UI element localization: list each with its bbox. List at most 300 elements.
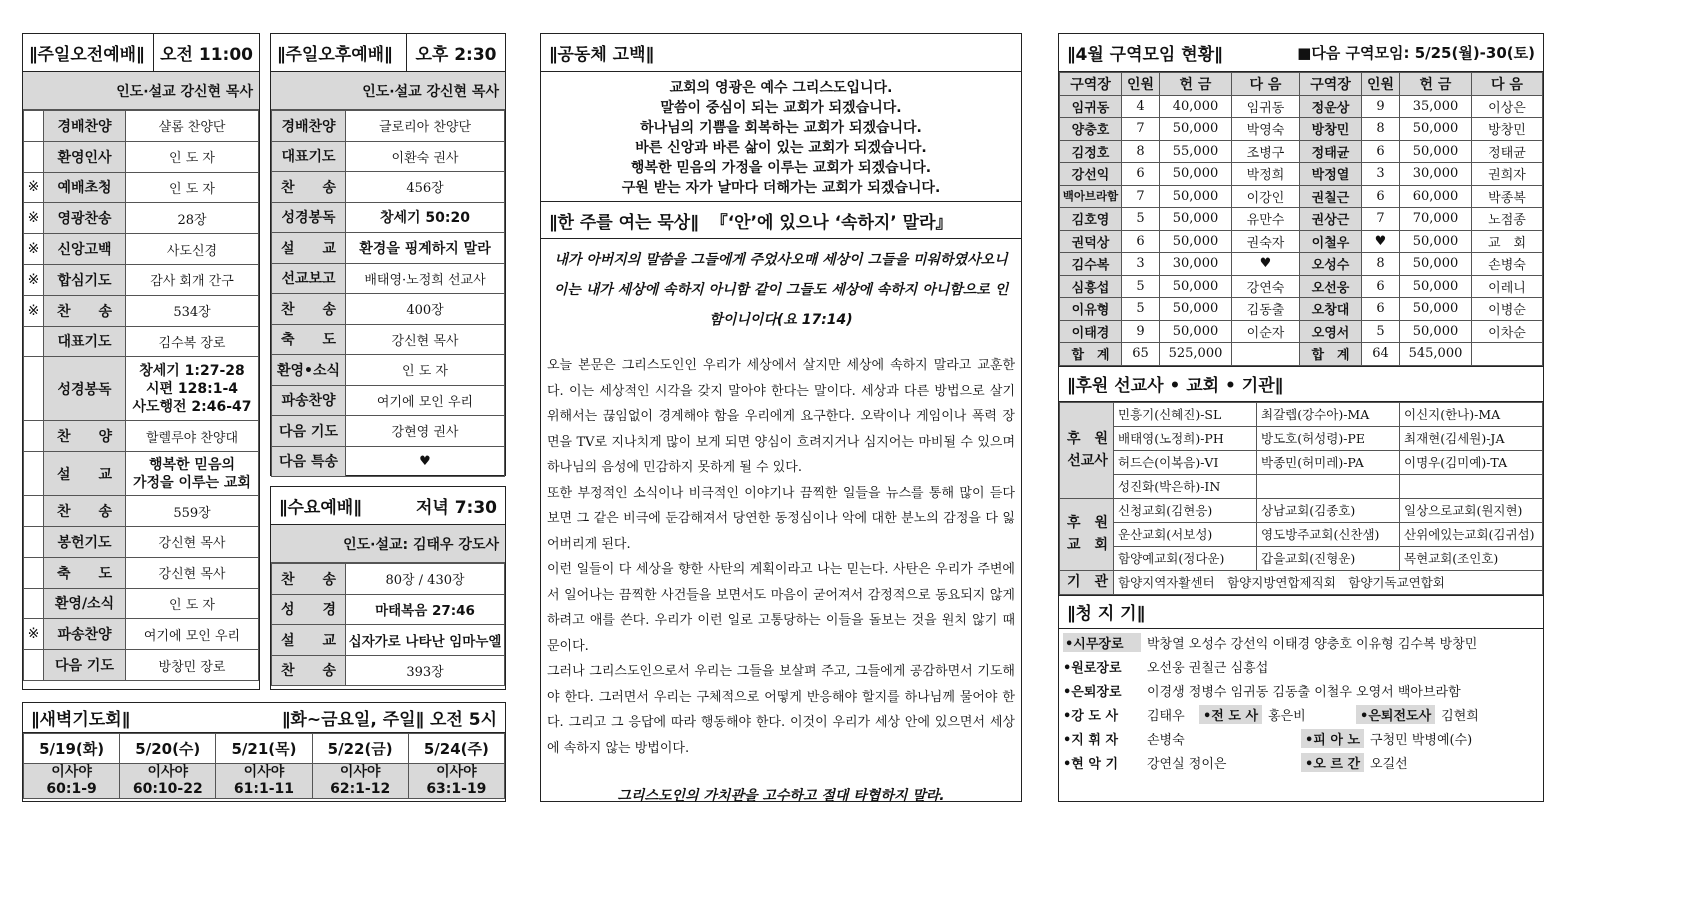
missionary-name: 성진화(박은하)-IN bbox=[1114, 474, 1257, 498]
morning-row-value: 강신현 목사 bbox=[126, 557, 259, 588]
afternoon-order-table bbox=[271, 110, 505, 477]
morning-row bbox=[24, 357, 259, 421]
morning-row-value: 창세기 1:27-28 시편 128:1-4 사도행전 2:46-47 bbox=[126, 357, 259, 421]
confession-body bbox=[541, 72, 1021, 201]
meditation-subtitle: 『‘안’에 있으나 ‘속하지’ 말라』 bbox=[710, 212, 953, 233]
group-cell: 50,000 bbox=[1160, 163, 1232, 186]
morning-row bbox=[24, 141, 259, 172]
groups-total-cell: 525,000 bbox=[1160, 343, 1232, 366]
dawn-ref-book: 이사야 bbox=[339, 764, 381, 780]
meditation-closing: 그리스도인의 가치관을 고수하고 절대 타협하지 말라. bbox=[617, 788, 945, 804]
morning-row-label: 찬 송 bbox=[44, 496, 126, 527]
group-cell: 7 bbox=[1362, 208, 1400, 231]
group-cell: 50,000 bbox=[1160, 320, 1232, 343]
groups-total-cell bbox=[1472, 343, 1543, 366]
confession-line: 행복한 믿음의 가정을 이루는 교회가 되겠습니다. bbox=[630, 160, 932, 176]
groups-row bbox=[1060, 95, 1543, 118]
morning-row bbox=[24, 295, 259, 326]
afternoon-row-value: 인 도 자 bbox=[346, 355, 505, 386]
morning-row-value: 인 도 자 bbox=[126, 172, 259, 203]
wednesday-row-label: 성 경 bbox=[272, 594, 346, 625]
afternoon-row-value: 글로리아 찬양단 bbox=[346, 111, 505, 142]
group-cell: 30,000 bbox=[1400, 163, 1472, 186]
wednesday-order-table bbox=[271, 563, 505, 686]
morning-row-mark bbox=[24, 526, 44, 557]
morning-row-label: 찬 양 bbox=[44, 421, 126, 452]
missionary-name: 이신지(한나)-MA bbox=[1400, 402, 1543, 426]
afternoon-row bbox=[272, 355, 505, 386]
piano-label: •피 아 노 bbox=[1301, 729, 1364, 748]
group-cell: 교 회 bbox=[1472, 230, 1543, 253]
morning-row-value: 할렐루야 찬양대 bbox=[126, 421, 259, 452]
afternoon-row-label: 축 도 bbox=[272, 324, 346, 355]
morning-row-label: 다음 기도 bbox=[44, 650, 126, 681]
dawn-header bbox=[23, 703, 505, 733]
dawn-prayer-panel bbox=[22, 702, 506, 802]
group-cell: 이병순 bbox=[1472, 298, 1543, 321]
dawn-ref bbox=[312, 764, 408, 799]
morning-row-value: 559장 bbox=[126, 496, 259, 527]
afternoon-row-value: 456장 bbox=[346, 172, 505, 203]
church-name: 영도방주교회(신찬샘) bbox=[1257, 522, 1400, 546]
missionary-name: 방도호(허성령)-PE bbox=[1257, 426, 1400, 450]
dawn-date: 5/22(금) bbox=[312, 734, 408, 764]
morning-row-mark bbox=[24, 111, 44, 142]
group-cell: 노점종 bbox=[1472, 208, 1543, 231]
church-name: 함양예교회(정다운) bbox=[1114, 546, 1257, 570]
afternoon-title: ∥주일오후예배∥ bbox=[271, 34, 407, 71]
wednesday-row bbox=[272, 594, 505, 625]
morning-time: 오전 11:00 bbox=[160, 45, 253, 65]
afternoon-row bbox=[272, 111, 505, 142]
group-leader: 권덕상 bbox=[1060, 230, 1122, 253]
group-leader: 정운상 bbox=[1300, 95, 1362, 118]
groups-row bbox=[1060, 275, 1543, 298]
group-cell: 50,000 bbox=[1400, 298, 1472, 321]
honor-elders-label: •은퇴장로 bbox=[1063, 685, 1122, 700]
missionary-name: 민흥기(신혜진)-SL bbox=[1114, 402, 1257, 426]
confession-line: 말씀이 중심이 되는 교회가 되겠습니다. bbox=[660, 100, 902, 116]
morning-row-value: 감사 회개 간구 bbox=[126, 264, 259, 295]
dawn-ref bbox=[120, 764, 216, 799]
church-name: 운산교회(서보성) bbox=[1114, 522, 1257, 546]
meditation-paragraph: 이런 일들이 다 세상을 향한 사탄의 계획이라고 나는 믿는다. 사탄은 우리가 주변에서 일어나는 끔찍한 사건들을 보면서도 마음이 굳어져서 감정적으로 동요되지 않게 하려고 애를 쓴다. 우리가 이런 일로 고통당하는 이들을 돌보는 것을 원치 않기 때문이다. bbox=[547, 562, 1015, 654]
morning-row-mark bbox=[24, 650, 44, 681]
morning-header bbox=[23, 34, 259, 72]
missionary-row bbox=[1060, 450, 1543, 474]
confession-line: 바른 신앙과 바른 삶이 있는 교회가 되겠습니다. bbox=[635, 140, 927, 156]
dawn-ref bbox=[24, 764, 120, 799]
org-row bbox=[1060, 570, 1543, 594]
morning-row-label: 환영인사 bbox=[44, 141, 126, 172]
group-cell: 50,000 bbox=[1400, 118, 1472, 141]
group-cell: 정태균 bbox=[1472, 140, 1543, 163]
group-cell: 30,000 bbox=[1160, 253, 1232, 276]
group-cell: 7 bbox=[1122, 118, 1160, 141]
groups-header-cell: 인원 bbox=[1362, 73, 1400, 96]
morning-row-mark bbox=[24, 141, 44, 172]
church-name: 산위에있는교회(김귀섬) bbox=[1400, 522, 1543, 546]
group-cell: 50,000 bbox=[1160, 298, 1232, 321]
morning-row bbox=[24, 326, 259, 357]
afternoon-row-value: 이환숙 권사 bbox=[346, 141, 505, 172]
morning-row bbox=[24, 421, 259, 452]
afternoon-row-value: 여기에 모인 우리 bbox=[346, 385, 505, 416]
morning-row-label: 경배찬양 bbox=[44, 111, 126, 142]
groups-row bbox=[1060, 320, 1543, 343]
officers-title: ∥청 지 기∥ bbox=[1067, 604, 1146, 624]
groups-next: ■다음 구역모임: 5/25(월)-30(토) bbox=[1297, 44, 1535, 62]
afternoon-row-label: 환영•소식 bbox=[272, 355, 346, 386]
morning-row-value: 여기에 모인 우리 bbox=[126, 619, 259, 650]
group-cell: 강연숙 bbox=[1232, 275, 1300, 298]
group-cell: 3 bbox=[1122, 253, 1160, 276]
groups-row bbox=[1060, 208, 1543, 231]
morning-row bbox=[24, 452, 259, 496]
preacher-label: •전 도 사 bbox=[1199, 705, 1262, 724]
honor-elders-list: 이경생 정병수 임귀동 김동출 이철우 오영서 백아브라함 bbox=[1147, 685, 1461, 700]
group-cell: 박정희 bbox=[1232, 163, 1300, 186]
group-cell: 50,000 bbox=[1160, 118, 1232, 141]
groups-total-row bbox=[1060, 343, 1543, 366]
group-cell: 6 bbox=[1362, 140, 1400, 163]
morning-row-label: 신앙고백 bbox=[44, 234, 126, 265]
morning-row-mark: ※ bbox=[24, 203, 44, 234]
org-label: 기 관 bbox=[1060, 570, 1114, 594]
meditation-paragraph: 또한 부정적인 소식이나 비극적인 이야기나 끔찍한 일들을 뉴스를 통해 많이 듣다 보면 그 같은 비극에 둔감해져서 당연한 동정심이나 악에 대한 분노의 감정을 다 잃어버리게 된다. bbox=[547, 485, 1015, 552]
group-cell: 7 bbox=[1122, 185, 1160, 208]
evangelist-name: 김태우 bbox=[1147, 709, 1185, 724]
wednesday-row-label: 찬 송 bbox=[272, 655, 346, 686]
morning-row-label: 합심기도 bbox=[44, 264, 126, 295]
right-panel bbox=[1058, 33, 1544, 802]
group-cell: 이상은 bbox=[1472, 95, 1543, 118]
afternoon-row-value: 창세기 50:20 bbox=[346, 202, 505, 233]
missionary-name: 배태영(노정희)-PH bbox=[1114, 426, 1257, 450]
morning-row-mark bbox=[24, 421, 44, 452]
meditation-title: ∥한 주를 여는 묵상∥ bbox=[549, 212, 699, 233]
groups-header bbox=[1059, 34, 1543, 72]
morning-row-value: 행복한 믿음의 가정을 이루는 교회 bbox=[126, 452, 259, 496]
group-cell: 권희자 bbox=[1472, 163, 1543, 186]
group-cell: 50,000 bbox=[1160, 230, 1232, 253]
dawn-ref-book: 이사야 bbox=[243, 764, 285, 780]
missionary-row bbox=[1060, 402, 1543, 426]
group-leader: 백아브라함 bbox=[1060, 185, 1122, 208]
group-cell: 40,000 bbox=[1160, 95, 1232, 118]
morning-row bbox=[24, 234, 259, 265]
missionary-row bbox=[1060, 474, 1543, 498]
group-cell: 이강인 bbox=[1232, 185, 1300, 208]
group-cell: 이레니 bbox=[1472, 275, 1543, 298]
confession-header bbox=[541, 34, 1021, 72]
group-leader: 박정열 bbox=[1300, 163, 1362, 186]
group-cell: 3 bbox=[1362, 163, 1400, 186]
morning-row-label: 영광찬송 bbox=[44, 203, 126, 234]
dawn-ref-verse: 62:1-12 bbox=[330, 781, 391, 797]
group-cell: 9 bbox=[1122, 320, 1160, 343]
group-cell: 이순자 bbox=[1232, 320, 1300, 343]
dawn-date: 5/19(화) bbox=[24, 734, 120, 764]
missionary-name: 박종민(허미레)-PA bbox=[1257, 450, 1400, 474]
wednesday-row bbox=[272, 625, 505, 656]
afternoon-row-label: 선교보고 bbox=[272, 263, 346, 294]
retired-preacher-name: 김현희 bbox=[1441, 709, 1479, 724]
groups-total-label: 합 계 bbox=[1300, 343, 1362, 366]
group-leader: 권상근 bbox=[1300, 208, 1362, 231]
confession-line: 하나님의 기쁨을 회복하는 교회가 되겠습니다. bbox=[640, 120, 922, 136]
meditation-paragraph: 오늘 본문은 그리스도인인 우리가 세상에서 살지만 세상에 속하지 말라고 교훈한다. 이는 세상적인 시각을 갖지 말아야 한다는 말이다. 세상과 다른 방법으로 살기 위해서는 끊임없이 경계해야 함을 우리에게 요구한다. 오락이나 게임이나 폭력 장면을 TV로 지나치게 많이 보게 되면 양심이 흐려지거나 심지어는 마비될 수 있으며 하나님의 음성에 민감하지 못하게 될 수 있다. bbox=[547, 358, 1015, 475]
afternoon-row-label: 설 교 bbox=[272, 233, 346, 264]
missionary-name: 최재현(김세원)-JA bbox=[1400, 426, 1543, 450]
group-cell: 조병구 bbox=[1232, 140, 1300, 163]
groups-total-label: 합 계 bbox=[1060, 343, 1122, 366]
morning-row-label: 축 도 bbox=[44, 557, 126, 588]
group-leader: 오창대 bbox=[1300, 298, 1362, 321]
group-cell: 5 bbox=[1122, 208, 1160, 231]
morning-row-mark: ※ bbox=[24, 619, 44, 650]
groups-row bbox=[1060, 185, 1543, 208]
group-cell: 8 bbox=[1362, 253, 1400, 276]
church-row bbox=[1060, 522, 1543, 546]
afternoon-row-label: 경배찬양 bbox=[272, 111, 346, 142]
officers-header bbox=[1059, 595, 1543, 629]
dawn-ref bbox=[216, 764, 312, 799]
group-cell: ♥ bbox=[1362, 230, 1400, 253]
org-names: 함양지역자활센터 함양지방연합제직회 함양기독교연합회 bbox=[1114, 570, 1543, 594]
morning-row-mark bbox=[24, 496, 44, 527]
group-cell: 8 bbox=[1122, 140, 1160, 163]
group-cell: 50,000 bbox=[1400, 253, 1472, 276]
missionary-name: 허드슨(이복음)-VI bbox=[1114, 450, 1257, 474]
support-title: ∥후원 선교사 • 교회 • 기관∥ bbox=[1067, 376, 1284, 396]
group-cell: 60,000 bbox=[1400, 185, 1472, 208]
wednesday-leader: 인도·설교: 김태우 강도사 bbox=[271, 525, 505, 563]
morning-row bbox=[24, 588, 259, 619]
morning-row-mark: ※ bbox=[24, 264, 44, 295]
groups-header-cell: 헌 금 bbox=[1160, 73, 1232, 96]
group-cell: 50,000 bbox=[1400, 320, 1472, 343]
afternoon-row-value: 환경을 핑계하지 말라 bbox=[346, 233, 505, 264]
orchestra-name: 강연실 정이은 bbox=[1147, 757, 1227, 772]
preacher-name: 홍은비 bbox=[1268, 709, 1306, 724]
morning-leader: 인도·설교 강신현 목사 bbox=[23, 72, 259, 110]
meditation-header bbox=[541, 201, 1021, 239]
wednesday-row-value: 80장 / 430장 bbox=[346, 564, 505, 595]
missionary-label: 후 원 선교사 bbox=[1060, 402, 1114, 498]
group-cell: 박종복 bbox=[1472, 185, 1543, 208]
group-leader: 심흥섭 bbox=[1060, 275, 1122, 298]
dawn-date: 5/24(주) bbox=[408, 734, 504, 764]
morning-row bbox=[24, 111, 259, 142]
dawn-ref-verse: 60:1-9 bbox=[46, 781, 97, 797]
meditation-body bbox=[541, 353, 1021, 761]
group-cell: 6 bbox=[1362, 275, 1400, 298]
confession-line: 구원 받는 자가 날마다 더해가는 교회가 되겠습니다. bbox=[621, 180, 941, 196]
groups-total-cell: 64 bbox=[1362, 343, 1400, 366]
wednesday-row-label: 설 교 bbox=[272, 625, 346, 656]
afternoon-row bbox=[272, 202, 505, 233]
morning-row-mark: ※ bbox=[24, 234, 44, 265]
retired-elders-list: 오선웅 권칠근 심흥섭 bbox=[1147, 661, 1269, 676]
group-leader: 김호영 bbox=[1060, 208, 1122, 231]
group-cell: 권숙자 bbox=[1232, 230, 1300, 253]
wednesday-row-value: 십자가로 나타난 임마누엘 bbox=[346, 625, 505, 656]
group-leader: 강선익 bbox=[1060, 163, 1122, 186]
church-name: 목현교회(조인호) bbox=[1400, 546, 1543, 570]
afternoon-row bbox=[272, 294, 505, 325]
groups-total-cell: 545,000 bbox=[1400, 343, 1472, 366]
afternoon-row-value: 배태영·노정희 선교사 bbox=[346, 263, 505, 294]
support-table bbox=[1059, 402, 1543, 595]
morning-row bbox=[24, 526, 259, 557]
group-cell: 35,000 bbox=[1400, 95, 1472, 118]
morning-order-table bbox=[23, 110, 259, 681]
group-leader: 정태균 bbox=[1300, 140, 1362, 163]
groups-header-cell: 구역장 bbox=[1060, 73, 1122, 96]
group-leader: 양충호 bbox=[1060, 118, 1122, 141]
group-cell: 50,000 bbox=[1160, 185, 1232, 208]
meditation-verse: 내가 아버지의 말씀을 그들에게 주었사오매 세상이 그들을 미워하였사오니 이는 내가 세상에 속하지 아니함 같이 그들도 세상에 속하지 아니함으로 인함이니이다(요 17:14) bbox=[553, 252, 1009, 328]
group-cell: 6 bbox=[1122, 230, 1160, 253]
afternoon-row-label: 다음 특송 bbox=[272, 446, 346, 477]
morning-row bbox=[24, 203, 259, 234]
church-name: 상남교회(김종호) bbox=[1257, 498, 1400, 522]
morning-row-label: 예배초청 bbox=[44, 172, 126, 203]
retired-elders-label: •원로장로 bbox=[1063, 661, 1122, 676]
morning-row-mark: ※ bbox=[24, 172, 44, 203]
groups-row bbox=[1060, 298, 1543, 321]
dawn-ref-book: 이사야 bbox=[51, 764, 92, 780]
groups-table bbox=[1059, 72, 1543, 366]
wednesday-service-panel bbox=[270, 486, 506, 690]
group-cell: 70,000 bbox=[1400, 208, 1472, 231]
confession-line: 교회의 영광은 예수 그리스도입니다. bbox=[669, 80, 893, 96]
dawn-schedule: ∥화~금요일, 주일∥ 오전 5시 bbox=[281, 710, 497, 730]
group-leader: 김정호 bbox=[1060, 140, 1122, 163]
morning-row-mark bbox=[24, 588, 44, 619]
church-row bbox=[1060, 546, 1543, 570]
group-leader: 오성수 bbox=[1300, 253, 1362, 276]
group-cell: 유만수 bbox=[1232, 208, 1300, 231]
dawn-ref bbox=[408, 764, 504, 799]
morning-row-label: 설 교 bbox=[44, 452, 126, 496]
afternoon-row-label: 다음 기도 bbox=[272, 416, 346, 447]
group-cell: 55,000 bbox=[1160, 140, 1232, 163]
morning-row-value: 강신현 목사 bbox=[126, 526, 259, 557]
wednesday-row bbox=[272, 655, 505, 686]
missionary-name bbox=[1400, 474, 1543, 498]
afternoon-row bbox=[272, 141, 505, 172]
morning-row bbox=[24, 172, 259, 203]
group-cell: 6 bbox=[1122, 163, 1160, 186]
morning-row-value: 사도신경 bbox=[126, 234, 259, 265]
morning-row-value: 김수복 장로 bbox=[126, 326, 259, 357]
group-cell: 4 bbox=[1122, 95, 1160, 118]
church-name: 갑을교회(진형운) bbox=[1257, 546, 1400, 570]
afternoon-row-value: 강현영 권사 bbox=[346, 416, 505, 447]
wednesday-row-value: 393장 bbox=[346, 655, 505, 686]
church-name: 신청교회(김현응) bbox=[1114, 498, 1257, 522]
wednesday-title: ∥수요예배∥ bbox=[279, 498, 362, 518]
missionary-name: 최갈렙(강수아)-MA bbox=[1257, 402, 1400, 426]
afternoon-leader: 인도·설교 강신현 목사 bbox=[271, 72, 505, 110]
groups-header-cell: 다 음 bbox=[1232, 73, 1300, 96]
afternoon-row bbox=[272, 324, 505, 355]
morning-row-value: 인 도 자 bbox=[126, 141, 259, 172]
church-row bbox=[1060, 498, 1543, 522]
morning-row-value: 534장 bbox=[126, 295, 259, 326]
middle-panel bbox=[540, 33, 1022, 802]
groups-header-cell: 구역장 bbox=[1300, 73, 1362, 96]
groups-header-cell: 다 음 bbox=[1472, 73, 1543, 96]
dawn-ref-verse: 63:1-19 bbox=[426, 781, 487, 797]
groups-row bbox=[1060, 140, 1543, 163]
group-leader: 임귀동 bbox=[1060, 95, 1122, 118]
morning-row bbox=[24, 619, 259, 650]
morning-row-label: 파송찬양 bbox=[44, 619, 126, 650]
afternoon-row-label: 대표기도 bbox=[272, 141, 346, 172]
afternoon-row-label: 성경봉독 bbox=[272, 202, 346, 233]
group-cell: 50,000 bbox=[1400, 140, 1472, 163]
conductor-label: •지 휘 자 bbox=[1063, 733, 1119, 748]
afternoon-row-value: ♥ bbox=[346, 446, 505, 477]
morning-row-label: 찬 송 bbox=[44, 295, 126, 326]
group-cell: 8 bbox=[1362, 118, 1400, 141]
morning-row-mark bbox=[24, 357, 44, 421]
group-cell: 6 bbox=[1362, 298, 1400, 321]
missionary-row bbox=[1060, 426, 1543, 450]
morning-row-value: 인 도 자 bbox=[126, 588, 259, 619]
morning-row-label: 성경봉독 bbox=[44, 357, 126, 421]
wednesday-time: 저녁 7:30 bbox=[415, 498, 497, 518]
morning-row-label: 대표기도 bbox=[44, 326, 126, 357]
afternoon-row bbox=[272, 446, 505, 477]
group-cell: 50,000 bbox=[1160, 208, 1232, 231]
elders-list: 박창열 오성수 강선익 이태경 양충호 이유형 김수복 방창민 bbox=[1147, 637, 1478, 652]
dawn-ref-book: 이사야 bbox=[436, 764, 477, 780]
morning-row-mark: ※ bbox=[24, 295, 44, 326]
morning-row-value: 방창민 장로 bbox=[126, 650, 259, 681]
wednesday-row-value: 마태복음 27:46 bbox=[346, 594, 505, 625]
afternoon-row bbox=[272, 385, 505, 416]
morning-row bbox=[24, 557, 259, 588]
morning-row bbox=[24, 264, 259, 295]
dawn-ref-verse: 60:10-22 bbox=[132, 781, 203, 797]
groups-total-cell: 65 bbox=[1122, 343, 1160, 366]
conductor-name: 손병숙 bbox=[1147, 733, 1185, 748]
afternoon-service-panel bbox=[270, 33, 506, 476]
missionary-name: 이명우(김미예)-TA bbox=[1400, 450, 1543, 474]
afternoon-row-label: 파송찬양 bbox=[272, 385, 346, 416]
group-cell: 김동출 bbox=[1232, 298, 1300, 321]
group-leader: 오선웅 bbox=[1300, 275, 1362, 298]
organ-name: 오길선 bbox=[1370, 757, 1408, 772]
morning-row bbox=[24, 650, 259, 681]
group-leader: 이태경 bbox=[1060, 320, 1122, 343]
group-cell: 6 bbox=[1362, 185, 1400, 208]
evangelist-label: •강 도 사 bbox=[1063, 709, 1119, 724]
support-header bbox=[1059, 366, 1543, 402]
church-label: 후 원 교 회 bbox=[1060, 498, 1114, 570]
orchestra-label: •현 악 기 bbox=[1063, 757, 1119, 772]
group-cell: 50,000 bbox=[1160, 275, 1232, 298]
afternoon-row-value: 강신현 목사 bbox=[346, 324, 505, 355]
group-cell: 방창민 bbox=[1472, 118, 1543, 141]
dawn-date: 5/20(수) bbox=[120, 734, 216, 764]
groups-total-cell bbox=[1232, 343, 1300, 366]
dawn-title: ∥새벽기도회∥ bbox=[31, 710, 131, 730]
